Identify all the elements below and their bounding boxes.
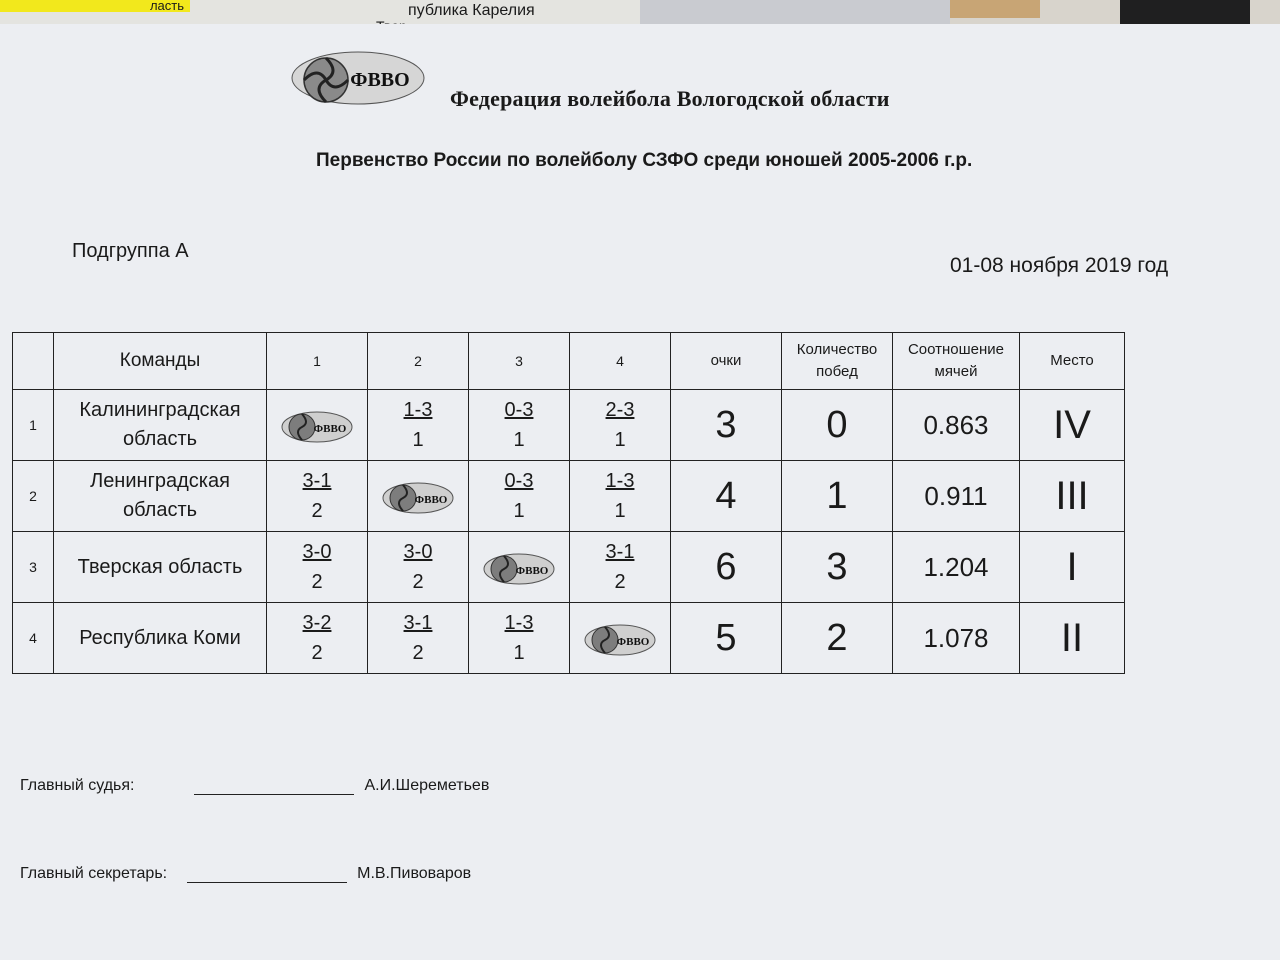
wins-cell: 3 — [782, 532, 893, 603]
match-points: 1 — [513, 500, 525, 522]
match-score: 1-3 — [504, 612, 534, 634]
match-points: 2 — [311, 500, 323, 522]
points-cell: 4 — [671, 461, 782, 532]
header-cell: 4 — [570, 333, 671, 390]
place-cell: IV — [1020, 390, 1125, 461]
header-cell: очки — [671, 333, 782, 390]
team-name: Калининградская область — [54, 390, 267, 461]
points-cell: 5 — [671, 603, 782, 674]
match-result — [267, 461, 368, 532]
svg-text:ФВВО: ФВВО — [515, 565, 549, 577]
signature-line — [187, 864, 347, 883]
ball-ratio-cell: 0.863 — [893, 390, 1020, 461]
federation-logo-icon — [583, 618, 657, 658]
team-name: Ленинградская область — [54, 461, 267, 532]
table-row — [13, 461, 1125, 532]
match-score: 3-1 — [302, 470, 332, 492]
subgroup-label: Подгруппа А — [72, 240, 189, 262]
secretary-label: Главный секретарь: — [20, 865, 168, 882]
header-cell: Команды — [54, 333, 267, 390]
svg-text:ФВВО: ФВВО — [350, 69, 410, 91]
place-cell: II — [1020, 603, 1125, 674]
signature-line — [194, 776, 354, 795]
match-result — [570, 390, 671, 461]
svg-text:ФВВО: ФВВО — [414, 494, 448, 506]
place-cell: III — [1020, 461, 1125, 532]
match-points: 1 — [614, 429, 626, 451]
wood-surface — [950, 0, 1040, 18]
table-row — [13, 532, 1125, 603]
federation-logo — [288, 40, 428, 110]
wins-cell: 1 — [782, 461, 893, 532]
match-score: 3-1 — [403, 612, 433, 634]
header-cell: Соотношение мячей — [893, 333, 1020, 390]
row-number: 2 — [13, 461, 54, 532]
match-result — [267, 532, 368, 603]
header-cell: Количество побед — [782, 333, 893, 390]
match-score: 3-0 — [302, 541, 332, 563]
match-result — [570, 461, 671, 532]
svg-text:ФВВО: ФВВО — [313, 423, 347, 435]
table-header-row — [13, 333, 1125, 390]
match-result — [469, 603, 570, 674]
match-points: 2 — [311, 571, 323, 593]
table-body — [13, 390, 1125, 674]
row-number: 4 — [13, 603, 54, 674]
match-score: 3-2 — [302, 612, 332, 634]
judge-label: Главный судья: — [20, 777, 135, 794]
match-result — [570, 532, 671, 603]
federation-logo-icon — [482, 547, 556, 587]
ball-ratio-cell: 1.078 — [893, 603, 1020, 674]
match-result — [368, 532, 469, 603]
header-cell: 1 — [267, 333, 368, 390]
match-points: 2 — [311, 642, 323, 664]
secretary-signature — [20, 864, 471, 883]
match-points: 1 — [614, 500, 626, 522]
header-cell: Место — [1020, 333, 1125, 390]
match-score: 3-1 — [605, 541, 635, 563]
match-score: 2-3 — [605, 399, 635, 421]
match-points: 2 — [614, 571, 626, 593]
match-points: 1 — [513, 429, 525, 451]
diagonal-cell — [469, 532, 570, 603]
table-row — [13, 390, 1125, 461]
match-result — [368, 390, 469, 461]
diagonal-cell — [267, 390, 368, 461]
header-cell — [13, 333, 54, 390]
judge-name: А.И.Шереметьев — [364, 777, 490, 794]
match-result — [368, 603, 469, 674]
points-cell: 6 — [671, 532, 782, 603]
match-points: 2 — [412, 642, 424, 664]
match-score: 0-3 — [504, 399, 534, 421]
wins-cell: 0 — [782, 390, 893, 461]
team-name: Тверская область — [54, 532, 267, 603]
federation-title: Федерация волейбола Вологодской области — [450, 86, 890, 111]
match-score: 0-3 — [504, 470, 534, 492]
header-cell: 2 — [368, 333, 469, 390]
championship-title: Первенство России по волейболу СЗФО среди юношей 2005-2006 г.р. — [316, 150, 973, 171]
header-cell: 3 — [469, 333, 570, 390]
match-points: 2 — [412, 571, 424, 593]
ball-ratio-cell: 0.911 — [893, 461, 1020, 532]
event-dates: 01-08 ноября 2019 год — [950, 254, 1169, 277]
table-row — [13, 603, 1125, 674]
place-cell: I — [1020, 532, 1125, 603]
match-score: 3-0 — [403, 541, 433, 563]
match-score: 1-3 — [403, 399, 433, 421]
wins-cell: 2 — [782, 603, 893, 674]
diagonal-cell — [368, 461, 469, 532]
match-result — [469, 461, 570, 532]
federation-logo-icon — [280, 405, 354, 445]
match-points: 1 — [412, 429, 424, 451]
judge-signature — [20, 776, 489, 795]
highlighted-cell: ласть — [0, 0, 190, 12]
match-result — [469, 390, 570, 461]
ball-ratio-cell: 1.204 — [893, 532, 1020, 603]
diagonal-cell — [570, 603, 671, 674]
points-cell: 3 — [671, 390, 782, 461]
dark-object — [1120, 0, 1250, 24]
background-text: публика Карелия — [408, 2, 535, 19]
svg-text:ФВВО: ФВВО — [616, 636, 650, 648]
row-number: 1 — [13, 390, 54, 461]
standings-table — [12, 332, 1125, 674]
row-number: 3 — [13, 532, 54, 603]
background-objects — [950, 0, 1280, 24]
federation-logo-icon — [381, 476, 455, 516]
team-name: Республика Коми — [54, 603, 267, 674]
match-points: 1 — [513, 642, 525, 664]
secretary-name: М.В.Пивоваров — [357, 865, 472, 882]
match-score: 1-3 — [605, 470, 635, 492]
match-result — [267, 603, 368, 674]
document-page — [0, 24, 1280, 960]
